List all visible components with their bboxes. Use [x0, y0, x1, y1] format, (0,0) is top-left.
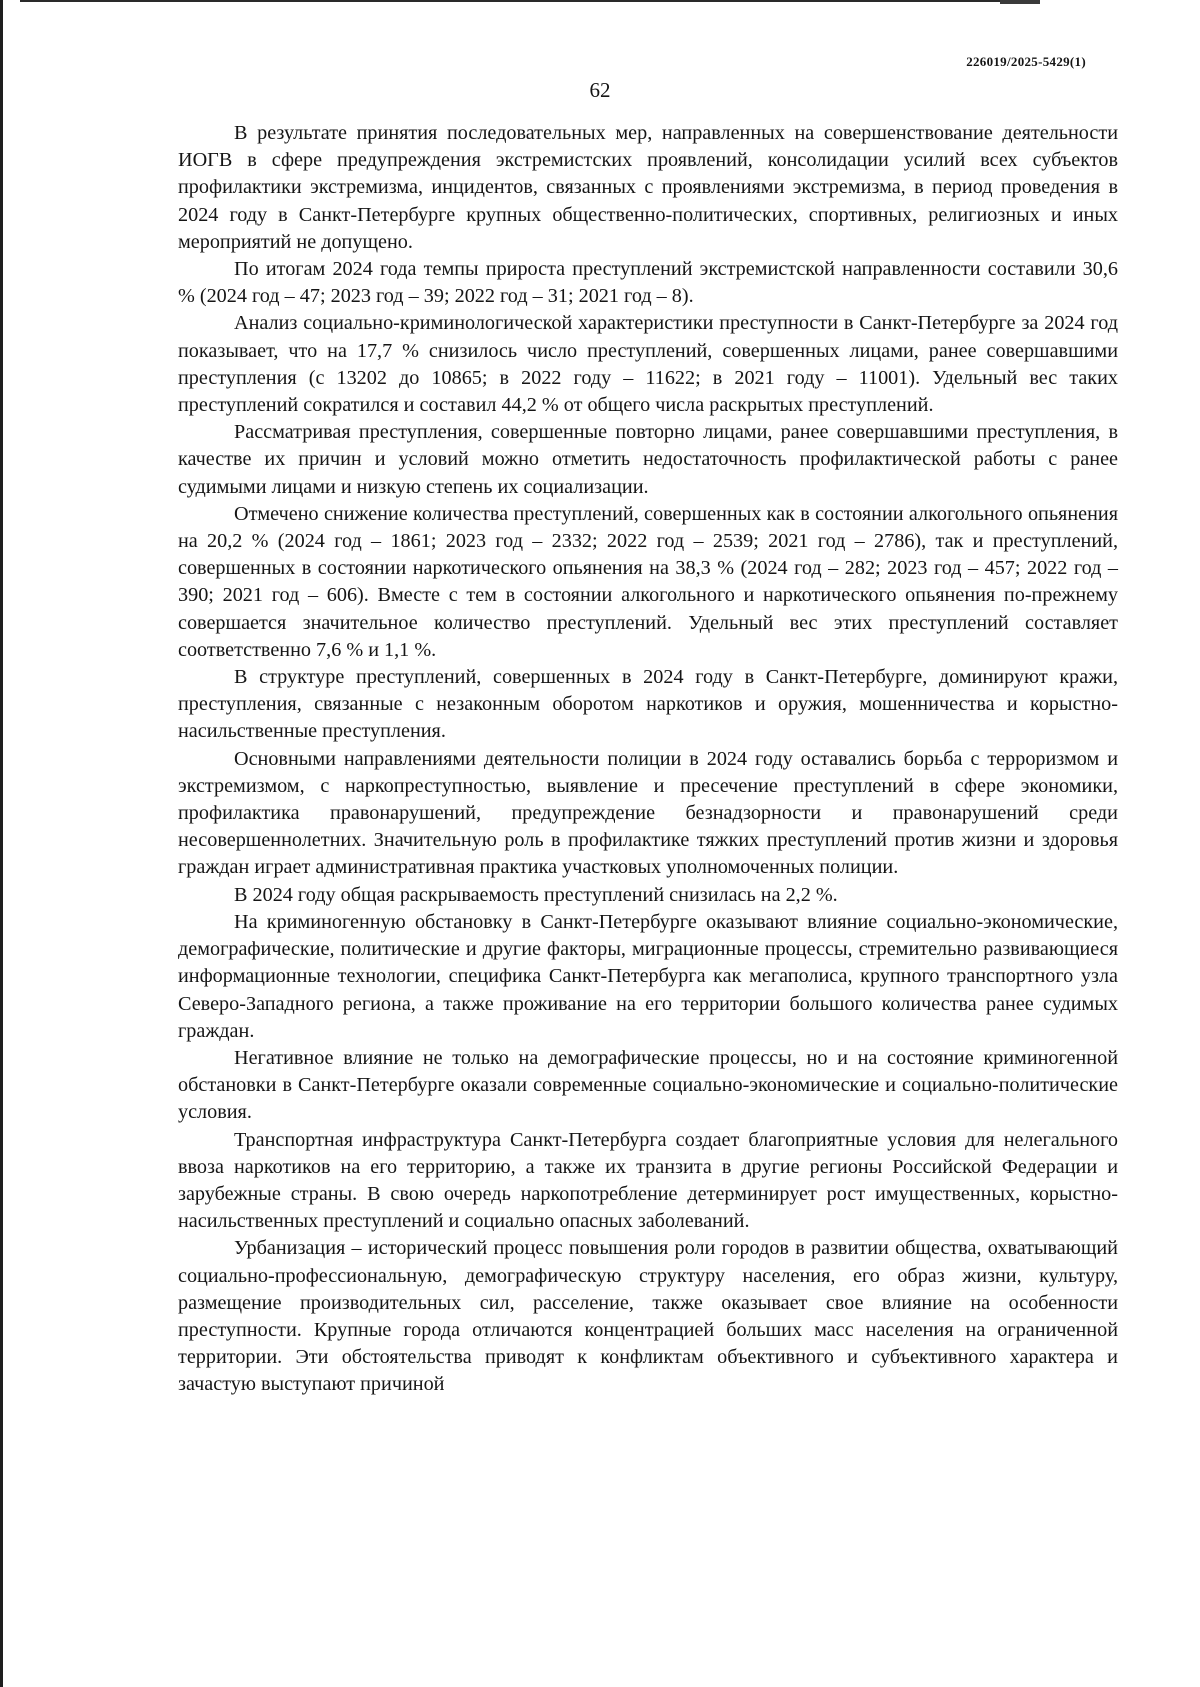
paragraph-intoxication: Отмечено снижение количества преступлений, совершенных как в состоянии алкогольного опьянения на 20,2 % (2024 год – 1861; 2023 год – 2332; 2022 год – 2539; 2021 год – 2786), так и преступлений, совершенных в состоянии наркотического опьянения на 38,3 % (2024 год – 282; 2023 год – 457; 2022 год – 390; 2021 год – 606). Вместе с тем в состоянии алкогольного и наркотического опьянения по-прежнему совершается значительное количество преступлений. Удельный вес этих преступлений составляет соответственно 7,6 % и 1,1 %.	[178, 502, 1118, 661]
scan-edge-top-right	[1000, 0, 1040, 4]
page-number: 62	[589, 78, 611, 102]
paragraph-urbanization: Урбанизация – исторический процесс повышения роли городов в развитии общества, охватывающий социально-профессиональную, демографическую структуру населения, его образ жизни, культуру, размещение производительных сил, расселение, также оказывает свое влияние на особенности преступности. Крупные города отличаются концентрацией больших масс населения на ограниченной территории. Эти обстоятельства приводят к конфликтам объективного и субъективного характера и зачастую выступают причиной	[178, 1237, 1118, 1396]
paragraph-extremism-measures: В результате принятия последовательных мер, направленных на совершенствование деятельности ИОГВ в сфере предупреждения экстремистских проявлений, консолидации усилий всех субъектов профилактики экстремизма, инцидентов, связанных с проявлениями экстремизма, в период проведения в 2024 году в Санкт-Петербурге крупных общественно-политических, спортивных, религиозных и иных мероприятий не допущено.	[178, 122, 1118, 253]
scan-edge-left	[0, 0, 3, 1687]
paragraph-crime-structure: В структуре преступлений, совершенных в 2024 году в Санкт-Петербурге, доминируют кражи, преступления, связанные с незаконным оборотом наркотиков и оружия, мошенничества и корыстно-насильственные преступления.	[178, 666, 1118, 743]
document-id: 226019/2025-5429(1)	[966, 54, 1086, 69]
document-body	[178, 120, 1118, 1399]
paragraph-criminogenic-factors: На криминогенную обстановку в Санкт-Петербурге оказывают влияние социально-экономические, демографические, политические и другие факторы, миграционные процессы, стремительно развивающиеся информационные технологии, специфика Санкт-Петербурга как мегаполиса, крупного транспортного узла Северо-Западного региона, а также проживание на его территории большого количества ранее судимых граждан.	[178, 910, 1118, 1042]
paragraph-repeat-causes: Рассматривая преступления, совершенные повторно лицами, ранее совершавшими преступления, в качестве их причин и условий можно отметить недостаточность профилактической работы с ранее судимыми лицами и низкую степень их социализации.	[178, 421, 1118, 498]
scan-edge-top	[20, 0, 1040, 2]
paragraph-clearance-rate: В 2024 году общая раскрываемость преступлений снизилась на 2,2 %.	[234, 883, 838, 906]
paragraph-repeat-offenders: Анализ социально-криминологической характеристики преступности в Санкт-Петербурге за 2024 год показывает, что на 17,7 % снизилось число преступлений, совершенных лицами, ранее совершавшими преступления (с 13202 до 10865; в 2022 году – 11622; в 2021 году – 11001). Удельный вес таких преступлений сократился и составил 44,2 % от общего числа раскрытых преступлений.	[178, 312, 1118, 417]
paragraph-negative-influence: Негативное влияние не только на демографические процессы, но и на состояние криминогенной обстановки в Санкт-Петербурге оказали современные социально-экономические и социально-политические условия.	[178, 1046, 1118, 1124]
paragraph-transport-infrastructure: Транспортная инфраструктура Санкт-Петербурга создает благоприятные условия для нелегального ввоза наркотиков на его территорию, а также их транзита в другие регионы Российской Федерации и зарубежные страны. В свою очередь наркопотребление детерминирует рост имущественных, корыстно-насильственных преступлений и социально опасных заболеваний.	[178, 1128, 1118, 1233]
paragraph-police-directions: Основными направлениями деятельности полиции в 2024 году оставались борьба с терроризмом и экстремизмом, с наркопреступностью, выявление и пресечение преступлений в сфере экономики, профилактика правонарушений, предупреждение безнадзорности и правонарушений среди несовершеннолетних. Значительную роль в профилактике тяжких преступлений против жизни и здоровья граждан играет административная практика участковых уполномоченных полиции.	[178, 747, 1118, 879]
paragraph-extremism-growth: По итогам 2024 года темпы прироста преступлений экстремистской направленности составили 30,6 % (2024 год – 47; 2023 год – 39; 2022 год – 31; 2021 год – 8).	[178, 258, 1118, 308]
